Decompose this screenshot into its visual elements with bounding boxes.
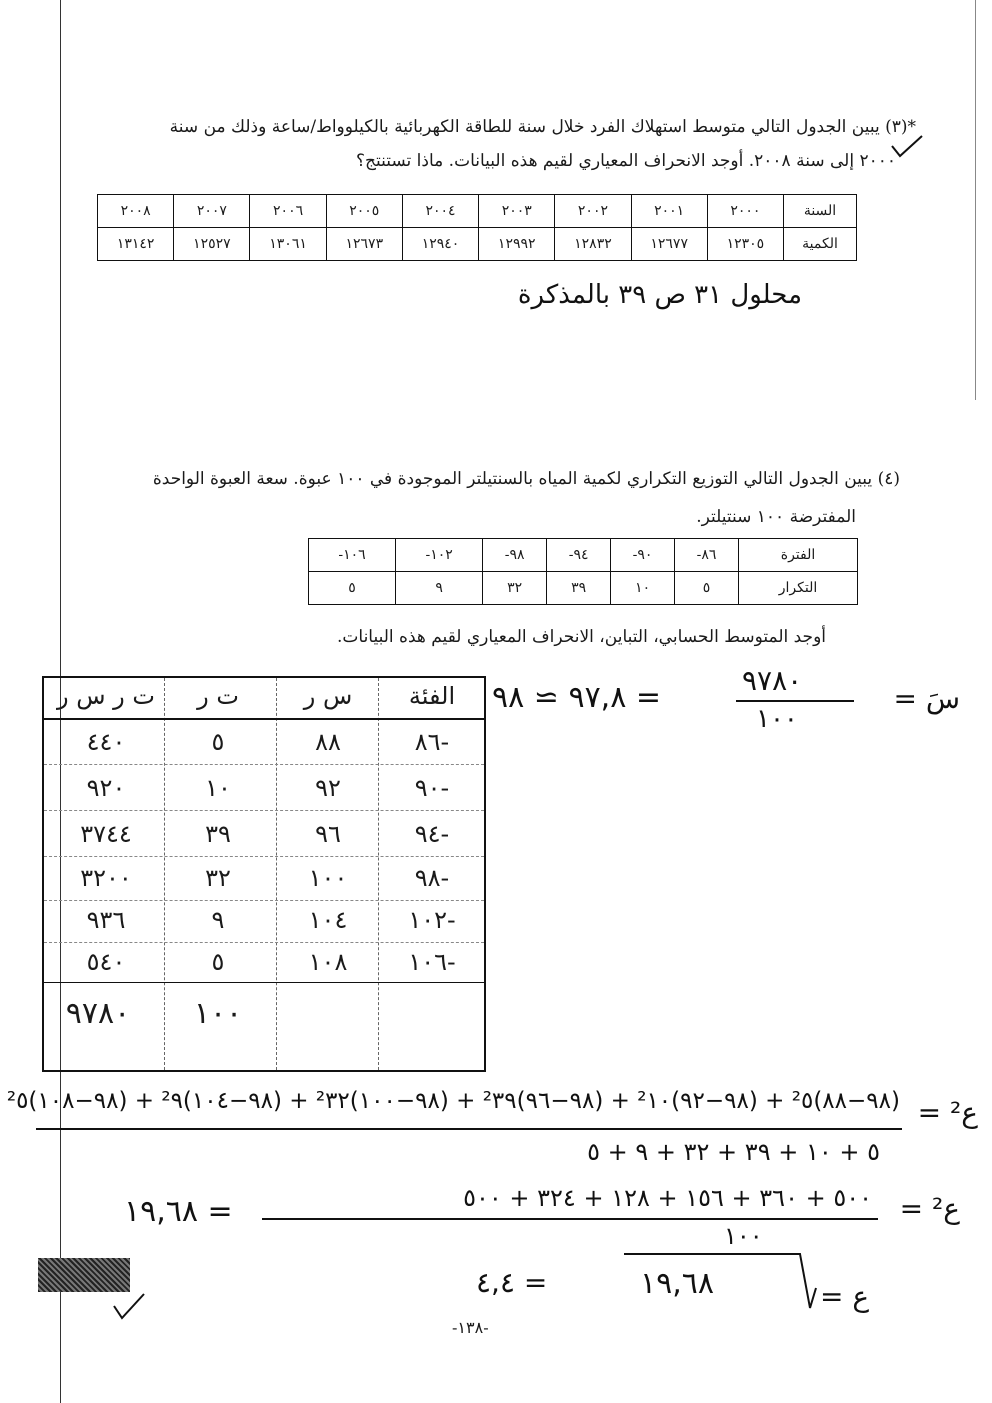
row-label: الكمية [784, 228, 857, 261]
row4-class: -٩٨ [414, 864, 450, 892]
mean-denominator: ١٠٠ [756, 704, 798, 734]
row-label: التكرار [739, 572, 858, 605]
row6-class: -١٠٦ [408, 948, 456, 976]
amount-cell: ١٢٨٣٢ [555, 228, 631, 261]
class-cell: ٩٤- [547, 539, 611, 572]
class-cell: ٨٦- [675, 539, 739, 572]
row2-freq: ١٠ [205, 774, 231, 802]
q4-table [308, 538, 858, 605]
class-cell: ١٠٢- [396, 539, 483, 572]
freq-cell: ١٠ [611, 572, 675, 605]
row-label: الفترة [739, 539, 858, 572]
header-freq: ت ر [197, 682, 239, 710]
row4-product: ٣٢٠٠ [80, 864, 132, 892]
row4-freq: ٣٢ [205, 864, 231, 892]
q3-table-row-year [98, 195, 857, 228]
variance-fraction-bar [36, 1128, 902, 1130]
std-result: = ٤,٤ [476, 1266, 548, 1299]
year-cell: ٢٠٠٢ [555, 195, 631, 228]
stamp-mark [38, 1258, 130, 1292]
variance2-fraction-bar [262, 1218, 878, 1220]
row6-product: ٥٤٠ [86, 948, 126, 976]
checkmark-icon [888, 132, 928, 162]
mean-fraction-bar [736, 700, 854, 702]
total-freq: ١٠٠ [193, 996, 243, 1031]
row3-midpoint: ٩٦ [315, 820, 341, 848]
q4-table-row-freq [309, 572, 858, 605]
year-cell: ٢٠٠٦ [250, 195, 326, 228]
year-cell: ٢٠٠٤ [402, 195, 478, 228]
q3-handwritten-note: محلول ٣١ ص ٣٩ بالمذكرة [517, 280, 802, 310]
q4-line2: المفترضة ١٠٠ سنتيلتر. [696, 507, 856, 527]
row1-midpoint: ٨٨ [315, 728, 341, 756]
q3-line2: ٢٠٠٠ إلى سنة ٢٠٠٨. أوجد الانحراف المعياري لقيم هذه البيانات. ماذا تستنتج؟ [356, 151, 896, 171]
mean-lhs: سَ = [893, 682, 960, 715]
freq-cell: ٥ [675, 572, 739, 605]
year-cell: ٢٠٠٣ [479, 195, 555, 228]
year-cell: ٢٠٠٨ [98, 195, 174, 228]
row6-freq: ٥ [211, 948, 225, 976]
freq-cell: ٣٢ [483, 572, 547, 605]
amount-cell: ١٢٥٢٧ [174, 228, 250, 261]
header-class: الفئة [408, 682, 456, 710]
q3-table [97, 194, 857, 261]
year-cell: ٢٠٠٠ [707, 195, 783, 228]
row1-class: -٨٦ [414, 728, 450, 756]
row2-midpoint: ٩٢ [315, 774, 341, 802]
row3-class: -٩٤ [414, 820, 450, 848]
row3-product: ٣٧٤٤ [80, 820, 132, 848]
std-lhs: ع = [820, 1280, 870, 1313]
q3-line1: *(٣) يبين الجدول التالي متوسط استهلاك الفرد خلال سنة للطاقة الكهربائية بالكيلوواط/ساعة وذلك من سنة [169, 117, 916, 137]
row5-product: ٩٣٦ [86, 906, 126, 934]
row2-product: ٩٢٠ [86, 774, 126, 802]
mean-numerator: ٩٧٨٠ [742, 664, 803, 697]
variance2-result: = ١٩,٦٨ [124, 1194, 233, 1229]
q4-table-row-class [309, 539, 858, 572]
freq-cell: ٣٩ [547, 572, 611, 605]
margin-line-right [975, 0, 976, 400]
class-cell: ٩٨- [483, 539, 547, 572]
q4-instruction: أوجد المتوسط الحسابي، التباين، الانحراف المعياري لقيم هذه البيانات. [336, 627, 826, 647]
checkmark-icon [110, 1290, 150, 1322]
amount-cell: ١٢٩٤٠ [402, 228, 478, 261]
variance-lhs: ع² = [917, 1096, 978, 1129]
row5-class: -١٠٢ [408, 906, 456, 934]
amount-cell: ١٢٣٠٥ [707, 228, 783, 261]
row-label: السنة [784, 195, 857, 228]
amount-cell: ١٣١٤٢ [98, 228, 174, 261]
year-cell: ٢٠٠٧ [174, 195, 250, 228]
row2-class: -٩٠ [414, 774, 450, 802]
class-cell: ٩٠- [611, 539, 675, 572]
freq-cell: ٥ [309, 572, 396, 605]
amount-cell: ١٢٦٧٧ [631, 228, 707, 261]
row1-product: ٤٤٠ [86, 728, 126, 756]
variance-denominator: ٥ + ١٠ + ٣٩ + ٣٢ + ٩ + ٥ [587, 1138, 880, 1166]
amount-cell: ١٢٩٩٢ [479, 228, 555, 261]
row1-freq: ٥ [211, 728, 225, 756]
row3-freq: ٣٩ [205, 820, 231, 848]
class-cell: ١٠٦- [309, 539, 396, 572]
year-cell: ٢٠٠١ [631, 195, 707, 228]
mean-result: = ٩٧,٨ ≃ ٩٨ [492, 680, 662, 715]
variance2-denominator: ١٠٠ [724, 1222, 763, 1250]
variance2-lhs: ع² = [899, 1192, 960, 1225]
variance2-numerator: ٥٠٠ + ٣٦٠ + ١٥٦ + ١٢٨ + ٣٢٤ + ٥٠٠ [463, 1184, 872, 1212]
row5-midpoint: ١٠٤ [308, 906, 348, 934]
total-product: ٩٧٨٠ [65, 996, 131, 1031]
freq-cell: ٩ [396, 572, 483, 605]
row6-midpoint: ١٠٨ [308, 948, 348, 976]
amount-cell: ١٣٠٦١ [250, 228, 326, 261]
row5-freq: ٩ [211, 906, 225, 934]
solution-table [42, 676, 486, 1072]
header-product: ت ر س ر [57, 682, 155, 710]
year-cell: ٢٠٠٥ [326, 195, 402, 228]
page-number: -١٣٨- [452, 1318, 489, 1337]
amount-cell: ١٢٦٧٣ [326, 228, 402, 261]
std-radicand: ١٩,٦٨ [640, 1266, 714, 1301]
q4-line1: (٤) يبين الجدول التالي التوزيع التكراري لكمية المياه بالسنتيلتر الموجودة في ١٠٠ عبوة. سعة العبوة الواحدة [152, 469, 900, 489]
q3-table-row-amount [98, 228, 857, 261]
row4-midpoint: ١٠٠ [308, 864, 348, 892]
header-midpoint: س ر [303, 682, 353, 710]
variance-numerator: (٩٨−٨٨)²٥ + (٩٨−٩٢)²١٠ + (٩٨−٩٦)²٣٩ + (٩٨−١٠٠)²٣٢ + (٩٨−١٠٤)²٩ + (٩٨−١٠٨)²٥ [6, 1088, 900, 1114]
